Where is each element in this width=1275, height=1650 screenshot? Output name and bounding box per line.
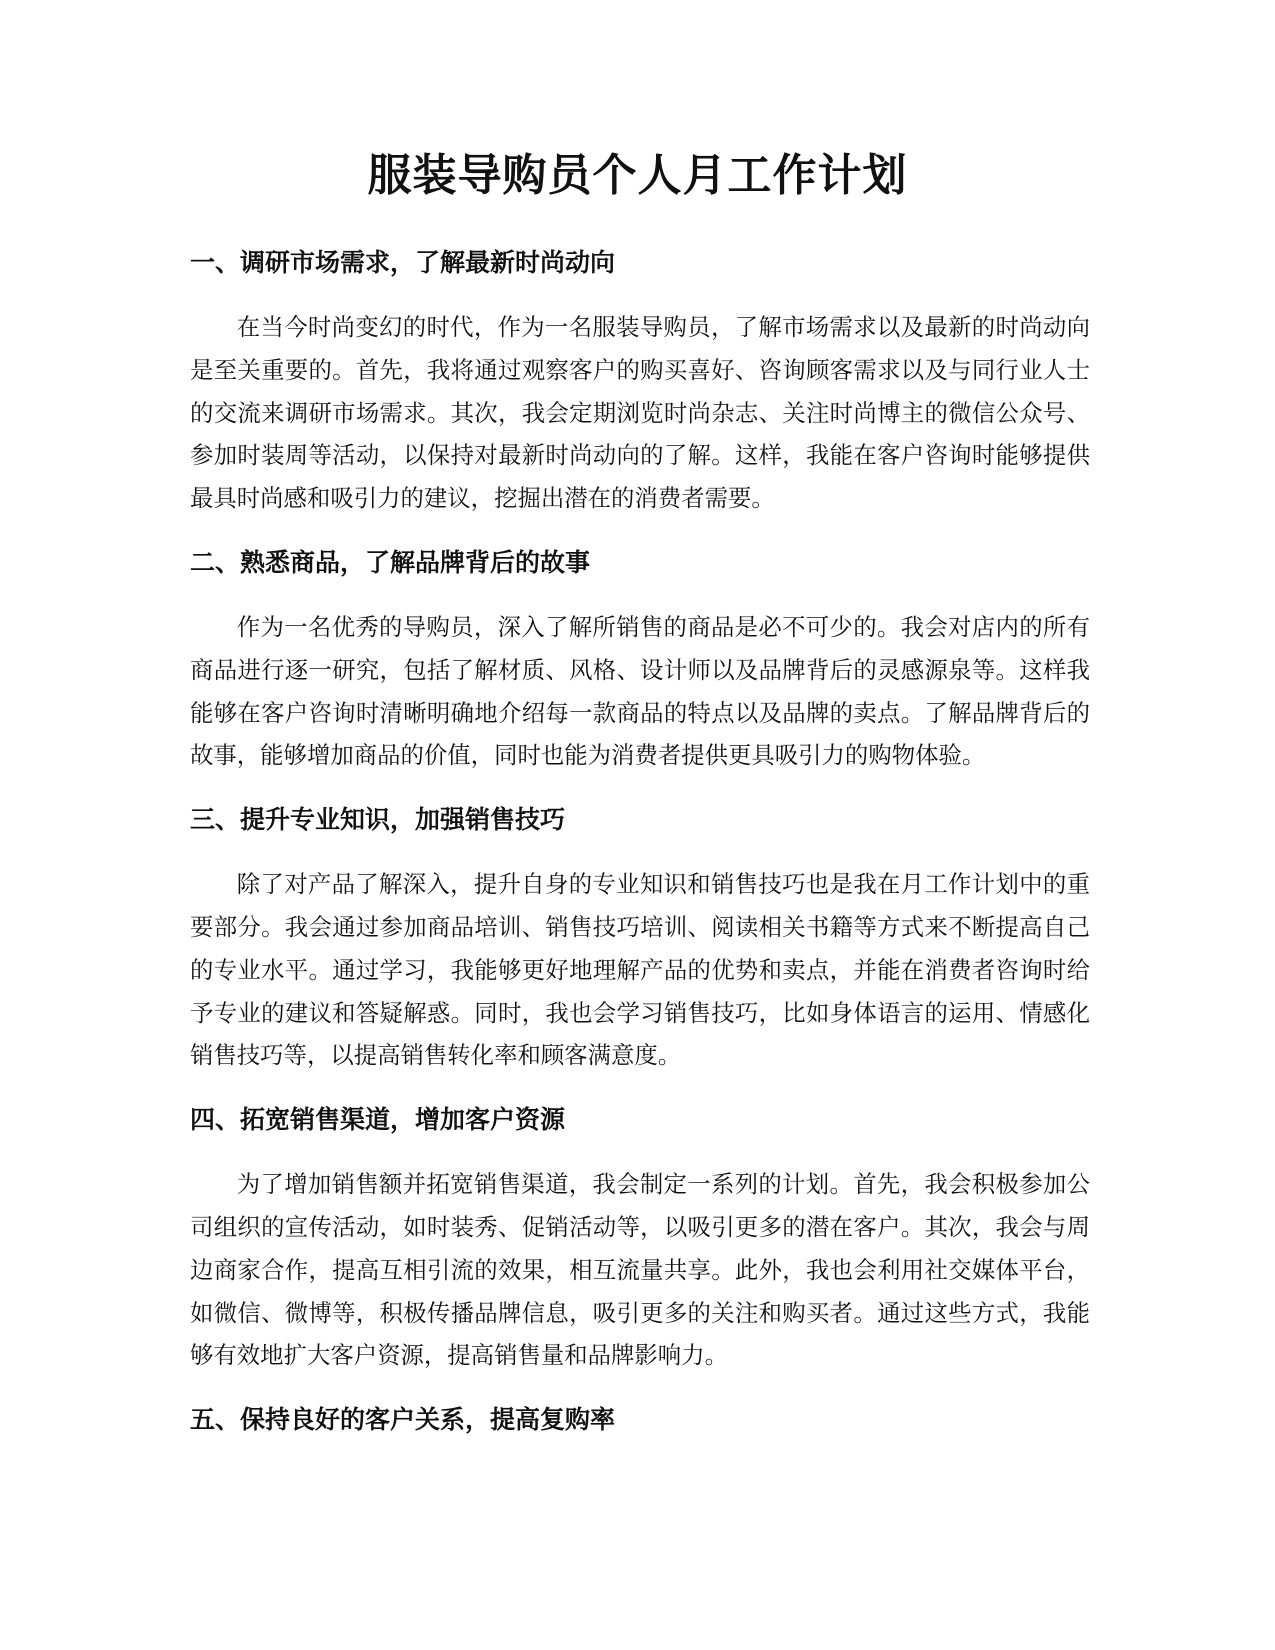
section-heading: 二、熟悉商品，了解品牌背后的故事	[190, 547, 591, 577]
section-paragraph: 为了增加销售额并拓宽销售渠道，我会制定一系列的计划。首先，我会积极参加公司组织的宣传活动，如时装秀、促销活动等，以吸引更多的潜在客户。其次，我会与周边商家合作，提高互相引流的效果，相互流量共享。此外，我也会利用社交媒体平台，如微信、微博等，积极传播品牌信息，吸引更多的关注和购买者。通过这些方式，我能够有效地扩大客户资源，提高销售量和品牌影响力。	[190, 1170, 1090, 1370]
document-title: 服装导购员个人月工作计划	[367, 150, 908, 201]
section-heading: 五、保持良好的客户关系，提高复购率	[190, 1405, 616, 1435]
section-paragraph: 作为一名优秀的导购员，深入了解所销售的商品是必不可少的。我会对店内的所有商品进行逐一研究，包括了解材质、风格、设计师以及品牌背后的灵感源泉等。这样我能够在客户咨询时清晰明确地介绍每一款商品的特点以及品牌的卖点。了解品牌背后的故事，能够增加商品的价值，同时也能为消费者提供更具吸引力的购物体验。	[190, 612, 1090, 770]
section-paragraph: 除了对产品了解深入，提升自身的专业知识和销售技巧也是我在月工作计划中的重要部分。我会通过参加商品培训、销售技巧培训、阅读相关书籍等方式来不断提高自己的专业水平。通过学习，我能够更好地理解产品的优势和卖点，并能在消费者咨询时给予专业的建议和答疑解惑。同时，我也会学习销售技巧，比如身体语言的运用、情感化销售技巧等，以提高销售转化率和顾客满意度。	[190, 870, 1090, 1070]
section-paragraph: 在当今时尚变幻的时代，作为一名服装导购员，了解市场需求以及最新的时尚动向是至关重要的。首先，我将通过观察客户的购买喜好、咨询顾客需求以及与同行业人士的交流来调研市场需求。其次，我会定期浏览时尚杂志、关注时尚博主的微信公众号、参加时装周等活动，以保持对最新时尚动向的了解。这样，我能在客户咨询时能够提供最具时尚感和吸引力的建议，挖掘出潜在的消费者需要。	[190, 313, 1090, 513]
section-5	[190, 1402, 1090, 1438]
section-3	[190, 802, 1090, 1077]
section-heading: 一、调研市场需求，了解最新时尚动向	[190, 248, 616, 277]
section-1	[190, 245, 1090, 520]
document-body	[190, 245, 1090, 1438]
section-4	[190, 1102, 1090, 1377]
section-heading: 三、提升专业知识，加强销售技巧	[190, 805, 566, 835]
section-heading: 四、拓宽销售渠道，增加客户资源	[190, 1105, 566, 1135]
section-2	[190, 545, 1090, 777]
